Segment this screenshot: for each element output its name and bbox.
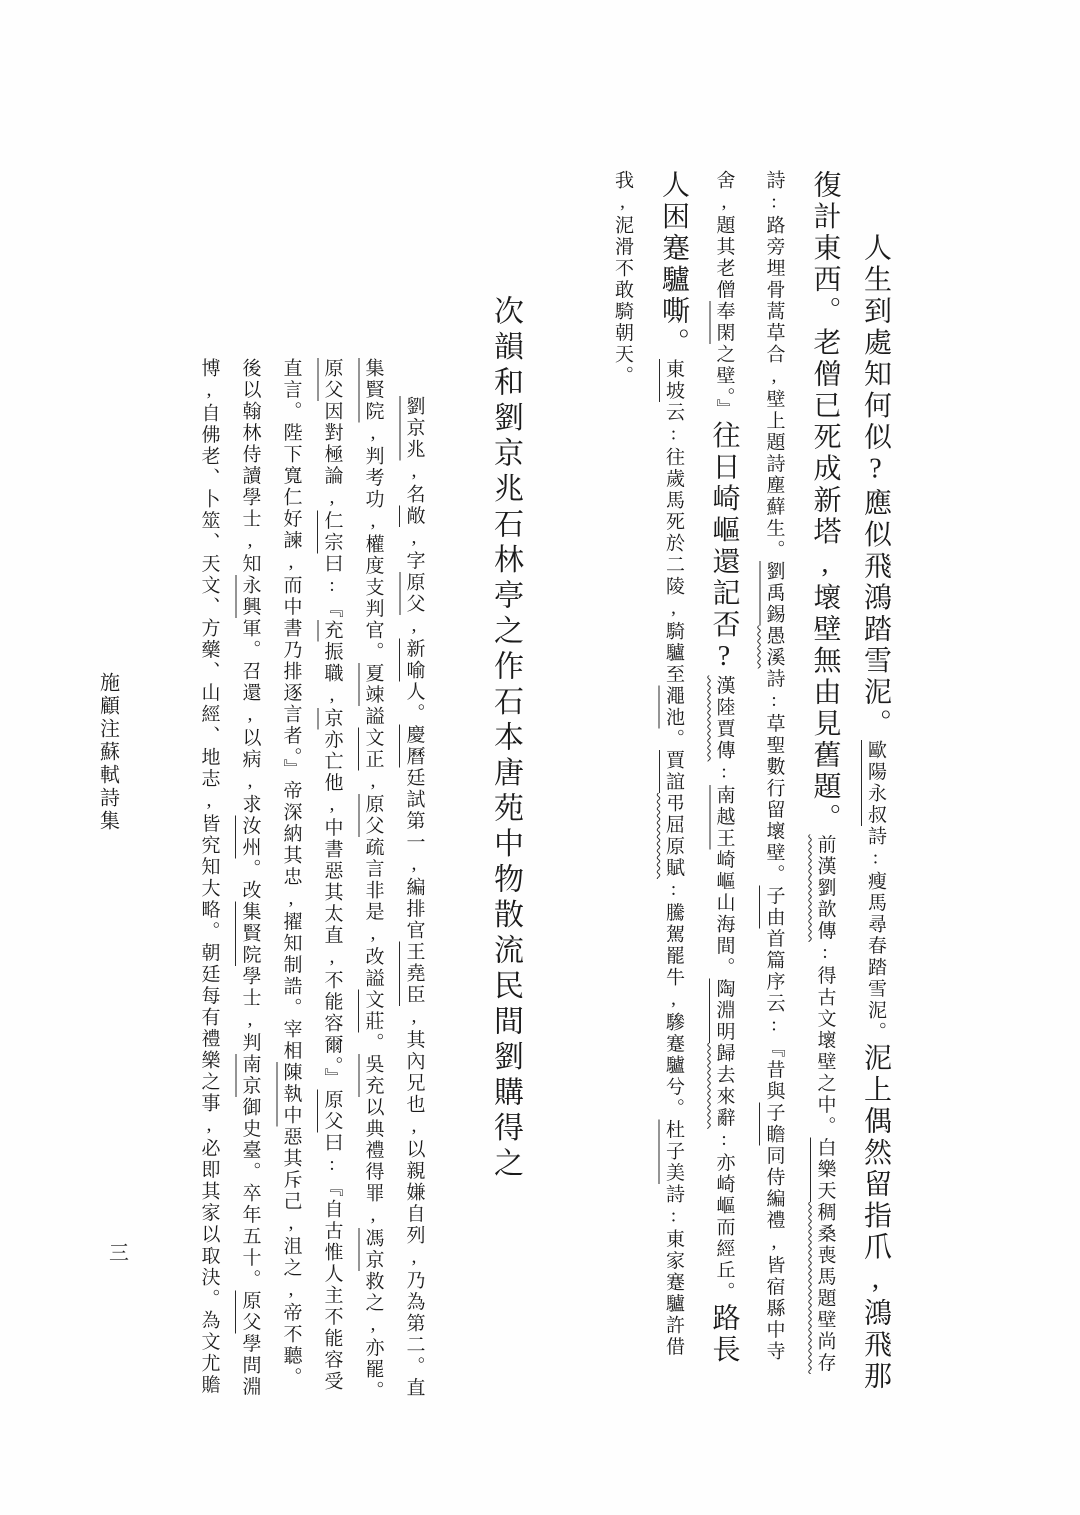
proper-name-marked-text: 原父 [321,1089,343,1133]
proper-name-marked-text: 集賢院 [239,901,261,966]
proper-name-marked-text: 吳充 [362,1054,384,1097]
proper-name-marked-text: 馮京 [362,1228,384,1271]
main-text: 次韻和劉京兆石林亭之作石本唐苑中物散流民間劉購得之 [489,295,522,1183]
book-title-marked-text: 漢 [713,675,735,697]
annotation-text: 曰:『自古惟人主不能容受 [321,1132,343,1393]
proper-name-marked-text: 白樂天 [814,1137,836,1202]
annotation-text: 曰:『 [321,553,343,620]
annotation-text: 學士,判 [239,966,261,1054]
proper-name-marked-text: 杜子美 [663,1119,684,1184]
proper-name-marked-text: 劉禹錫 [763,561,785,626]
annotation-text: 因對極論, [321,401,343,511]
proper-name-marked-text: 陶淵明 [713,978,735,1043]
annotation-text: 惡其斥己,沮之,帝不聽。 [280,1126,302,1389]
annotation-text: 振職, [321,641,343,708]
annotation-text: 。 [663,728,684,750]
text-column-annotation-2 [364,358,383,1402]
annotation-text: 疏言非是,改謚 [362,837,384,990]
proper-name-marked-text: 夏竦 [362,663,384,706]
annotation-text: 詩:路旁埋骨蒿草合,壁上題詩塵蘚生。 [763,170,785,561]
text-column-next-poem-title [490,295,520,1183]
annotation-text: 詩:草聖數行留壞壁。 [763,668,785,886]
annotation-text: 。改 [239,858,261,902]
annotation-text: ,字 [403,526,425,572]
proper-name-marked-text: 原父 [362,794,384,837]
annotation-text: 之壁。』 [713,344,735,421]
text-column-annotation-3 [323,358,342,1393]
text-column-poem-line-2 [811,170,839,1374]
page-number: 三 [105,1242,128,1262]
annotation-text: 學問淵 [239,1333,261,1398]
proper-name-marked-text: 原父 [403,571,425,615]
proper-name-marked-text: 永興 [239,575,261,618]
book-title-marked-text: 愚溪 [763,625,785,669]
proper-name-marked-text: 敞 [403,505,425,527]
annotation-text: ,名 [403,460,425,506]
proper-name-marked-text: 東坡 [663,359,684,402]
proper-name-marked-text: 仁宗 [321,510,343,554]
annotation-text: 亦亡他,中書惡其太直,不能容爾。』 [321,729,343,1090]
proper-name-marked-text: 京 [321,708,343,730]
proper-name-marked-text: 原父 [239,1290,261,1334]
annotation-text: :騰駕罷牛,驂蹇驢兮。 [663,879,684,1120]
annotation-text: 我,泥滑不敢騎朝天。 [612,170,633,387]
book-title-marked-text: 前漢 [814,834,836,878]
annotation-text: 御史臺。卒年五十。 [239,1097,261,1291]
proper-name-marked-text: 原父 [321,358,343,401]
annotation-text: :亦崎嶇而經丘。 [713,1129,735,1303]
annotation-text: 同侍編禮,皆宿縣中寺 [763,1145,785,1363]
annotation-text: : [713,761,735,785]
annotation-text: 崎嶇山海間。 [713,849,735,979]
proper-name-marked-text: 新喻 [403,638,425,682]
proper-name-marked-text: 子由 [763,885,785,929]
proper-name-marked-text: 賈誼 [663,750,684,793]
text-column-annotation-1 [405,396,424,1399]
text-column-poem-note-1 [765,170,784,1363]
proper-name-marked-text: 慶曆 [403,724,425,768]
text-column-annotation-6 [200,358,219,1396]
main-text: 往日崎嶇還記否? [708,420,740,676]
annotation-text: 後以翰林侍讀學士,知 [239,358,261,575]
book-title-marked-text: 歸去來辭 [713,1043,735,1129]
main-text: 復計東西。老僧已死成新塔,壞壁無由見舊題。 [809,170,841,835]
main-text: 泥上偶然留指爪,鴻飛那 [860,1043,891,1393]
running-book-title: 施顧注蘇軾詩集 [96,672,119,833]
proper-name-marked-text: 劉京兆 [403,395,425,461]
text-column-poem-line-4 [659,170,687,1358]
book-title-marked-text: 劉歆傳 [814,877,836,942]
annotation-text: 謚 [362,706,384,728]
main-text: 路長 [708,1303,740,1366]
annotation-text: 舍,題其老僧 [713,170,735,301]
annotation-text: 救之,亦罷。 [362,1271,384,1402]
proper-name-marked-text: 歐陽永叔 [865,740,886,826]
annotation-text: 人。 [403,681,425,725]
annotation-text: 廷試第一,編排官 [403,767,425,942]
book-title-marked-text: 陸賈傳 [713,697,735,762]
annotation-text: 首篇序云:『昔與 [763,928,785,1103]
annotation-text: 直言。陛下寬仁好諫,而中書乃排逐言者。』帝深納其忠,擢知制誥。宰相 [280,358,302,1062]
text-column-poem-note-2 [613,170,632,387]
annotation-text: 博,自佛老、卜筮、天文、方藥、山經、地志,皆究知大略。朝廷每有禮樂之事,必即其家以取決。為文尤贍 [198,358,220,1396]
proper-name-marked-text: 南京 [239,1054,261,1097]
annotation-text: , [362,770,384,794]
annotation-text: , [403,614,425,639]
proper-name-marked-text: 澠池 [663,685,684,729]
annotation-text: ,其內兄也,以親嫌自列,乃為第二。直 [403,1005,425,1399]
annotation-text: 詩:瘦馬尋春踏雪泥。 [865,826,886,1043]
proper-name-marked-text: 汝州 [239,815,261,859]
text-column-poem-line-3 [710,170,738,1366]
annotation-text: 。 [362,1032,384,1054]
proper-name-marked-text: 奉閑 [713,301,735,344]
proper-name-marked-text: 王堯臣 [403,941,425,1006]
main-text: 人生到處知何似?應似飛鴻踏雪泥。 [860,233,891,740]
proper-name-marked-text: 文正 [362,727,384,771]
book-title-marked-text: 弔屈原賦 [663,793,684,879]
text-column-annotation-4 [282,358,301,1389]
proper-name-marked-text: 子瞻 [763,1102,785,1146]
proper-name-marked-text: 充 [321,620,343,642]
book-title-marked-text: 稠桑喪馬題壁尚存 [814,1202,836,1374]
annotation-text: ,判考功,權度支判官。 [362,422,384,663]
annotation-text: 云:往歲馬死於二陵,騎驢至 [663,402,684,686]
proper-name-marked-text: 南越王 [713,785,735,850]
proper-name-marked-text: 陳執中 [280,1062,302,1127]
text-column-annotation-5 [241,358,260,1398]
text-column-poem-line-1 [861,233,889,1393]
proper-name-marked-text: 文莊 [362,989,384,1033]
annotation-text: 詩:東家蹇驢許借 [663,1184,684,1358]
main-text: 人困蹇驢嘶。 [658,170,689,359]
annotation-text: :得古文壞壁之中。 [814,942,836,1138]
annotation-text: 以典禮得罪, [362,1097,384,1228]
annotation-text: 軍。召還,以病,求 [239,618,261,816]
proper-name-marked-text: 集賢院 [362,358,384,423]
